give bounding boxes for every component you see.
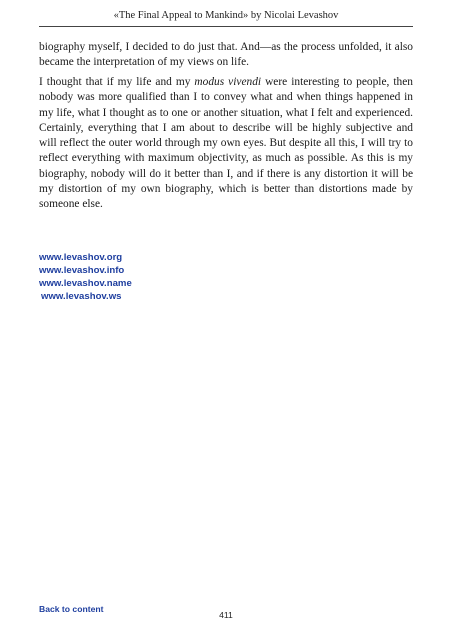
paragraph-1: biography myself, I decided to do just that. And—as the process unfolded, it also became the interpretation of my views on life. — [39, 41, 413, 69]
paragraph-2-start: I thought that if my life and my — [39, 76, 195, 88]
header-divider — [39, 26, 413, 27]
link-levashov-name[interactable]: www.levashov.name — [39, 278, 132, 289]
paragraph-2-italic-term: modus vivendi — [194, 76, 262, 88]
page-number: 411 — [219, 610, 233, 620]
link-levashov-info[interactable]: www.levashov.info — [39, 265, 125, 276]
website-links — [39, 251, 132, 303]
link-levashov-ws[interactable]: www.levashov.ws — [41, 291, 122, 302]
paragraph-2 — [39, 75, 413, 213]
page-header-title: «The Final Appeal to Mankind» by Nicolai Levashov — [113, 10, 339, 21]
back-to-content-link[interactable]: Back to content — [39, 604, 104, 614]
paragraph-2-rest: were interesting to people, then nobody was more qualified than I to convey what and when things happened in my life, what I thought as to one or another situation, what I felt and experienced. Certainly, everything that I am about to describe will be highly subjective and will reflect the outer world through my own eyes. But despite all this, I will try to reflect everything with maximum objectivity, as much as possible. As this is my biography, nobody will do it better than I, and if there is any distortion it will be my distortion of my own biography, which is better than distortions made by someone else. — [39, 76, 413, 211]
link-levashov-org[interactable]: www.levashov.org — [39, 252, 123, 263]
